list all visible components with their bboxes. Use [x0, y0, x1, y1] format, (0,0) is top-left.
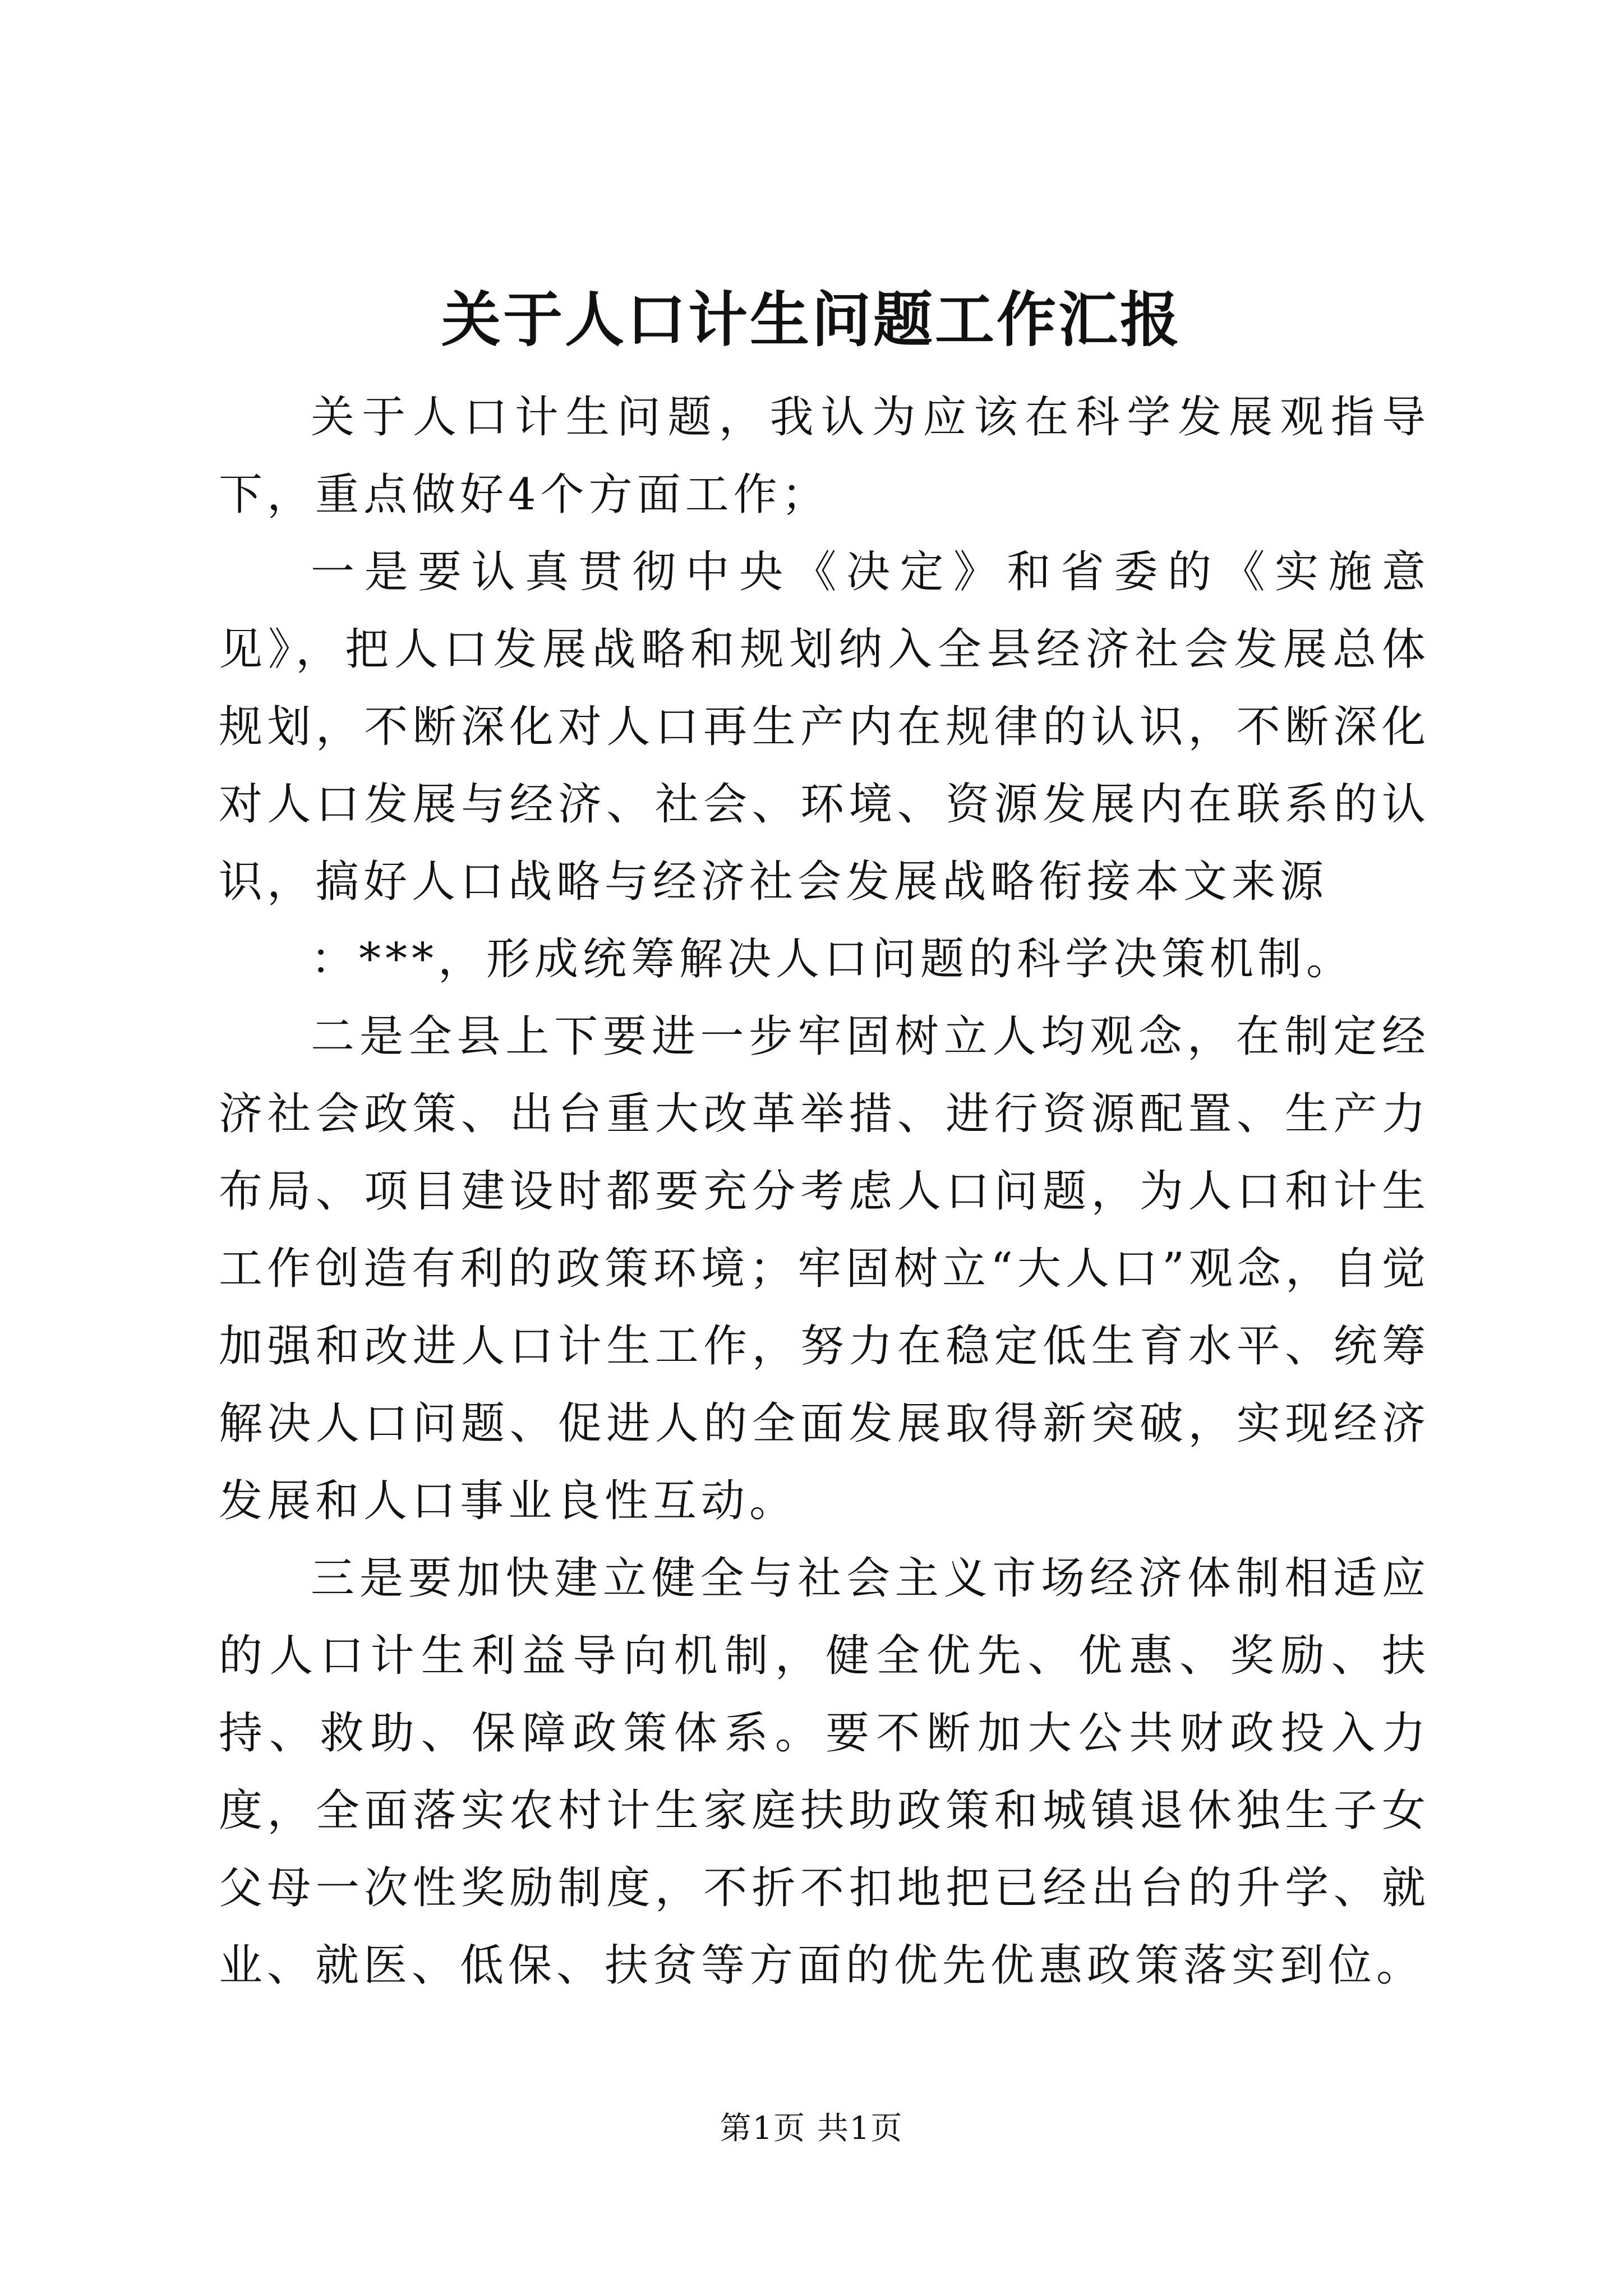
document-body — [219, 379, 1430, 2004]
paragraph-point-three: 三是要加快建立健全与社会主义市场经济体制相适应的人口计生利益导向机制，健全优先、优惠、奖励、扶持、救助、保障政策体系。要不断加大公共财政投入力度，全面落实农村计生家庭扶助政策和城镇退休独生子女父母一次性奖励制度，不折不扣地把已经出台的升学、就业、就医、低保、扶贫等方面的优先优惠政策落实到位。 — [219, 1553, 1430, 1991]
paragraph-intro: 关于人口计生问题，我认为应该在科学发展观指导下，重点做好4个方面工作； — [219, 392, 1430, 520]
paragraph-source-note: ：***，形成统筹解决人口问题的科学决策机制。 — [311, 934, 1355, 984]
document-title: 关于人口计生问题工作汇报 — [441, 284, 1182, 355]
page-footer: 第1页 共1页 — [720, 2110, 903, 2147]
paragraph-point-two: 二是全县上下要进一步牢固树立人均观念，在制定经济社会政策、出台重大改革举措、进行资源配置、生产力布局、项目建设时都要充分考虑人口问题，为人口和计生工作创造有利的政策环境；牢固树立“大人口”观念，自觉加强和改进人口计生工作，努力在稳定低生育水平、统筹解决人口问题、促进人的全面发展取得新突破，实现经济发展和人口事业良性互动。 — [219, 1011, 1430, 1526]
paragraph-point-one: 一是要认真贯彻中央《决定》和省委的《实施意见》，把人口发展战略和规划纳入全县经济社会发展总体规划，不断深化对人口再生产内在规律的认识，不断深化对人口发展与经济、社会、环境、资源发展内在联系的认识，搞好人口战略与经济社会发展战略衔接本文来源 — [219, 547, 1430, 907]
